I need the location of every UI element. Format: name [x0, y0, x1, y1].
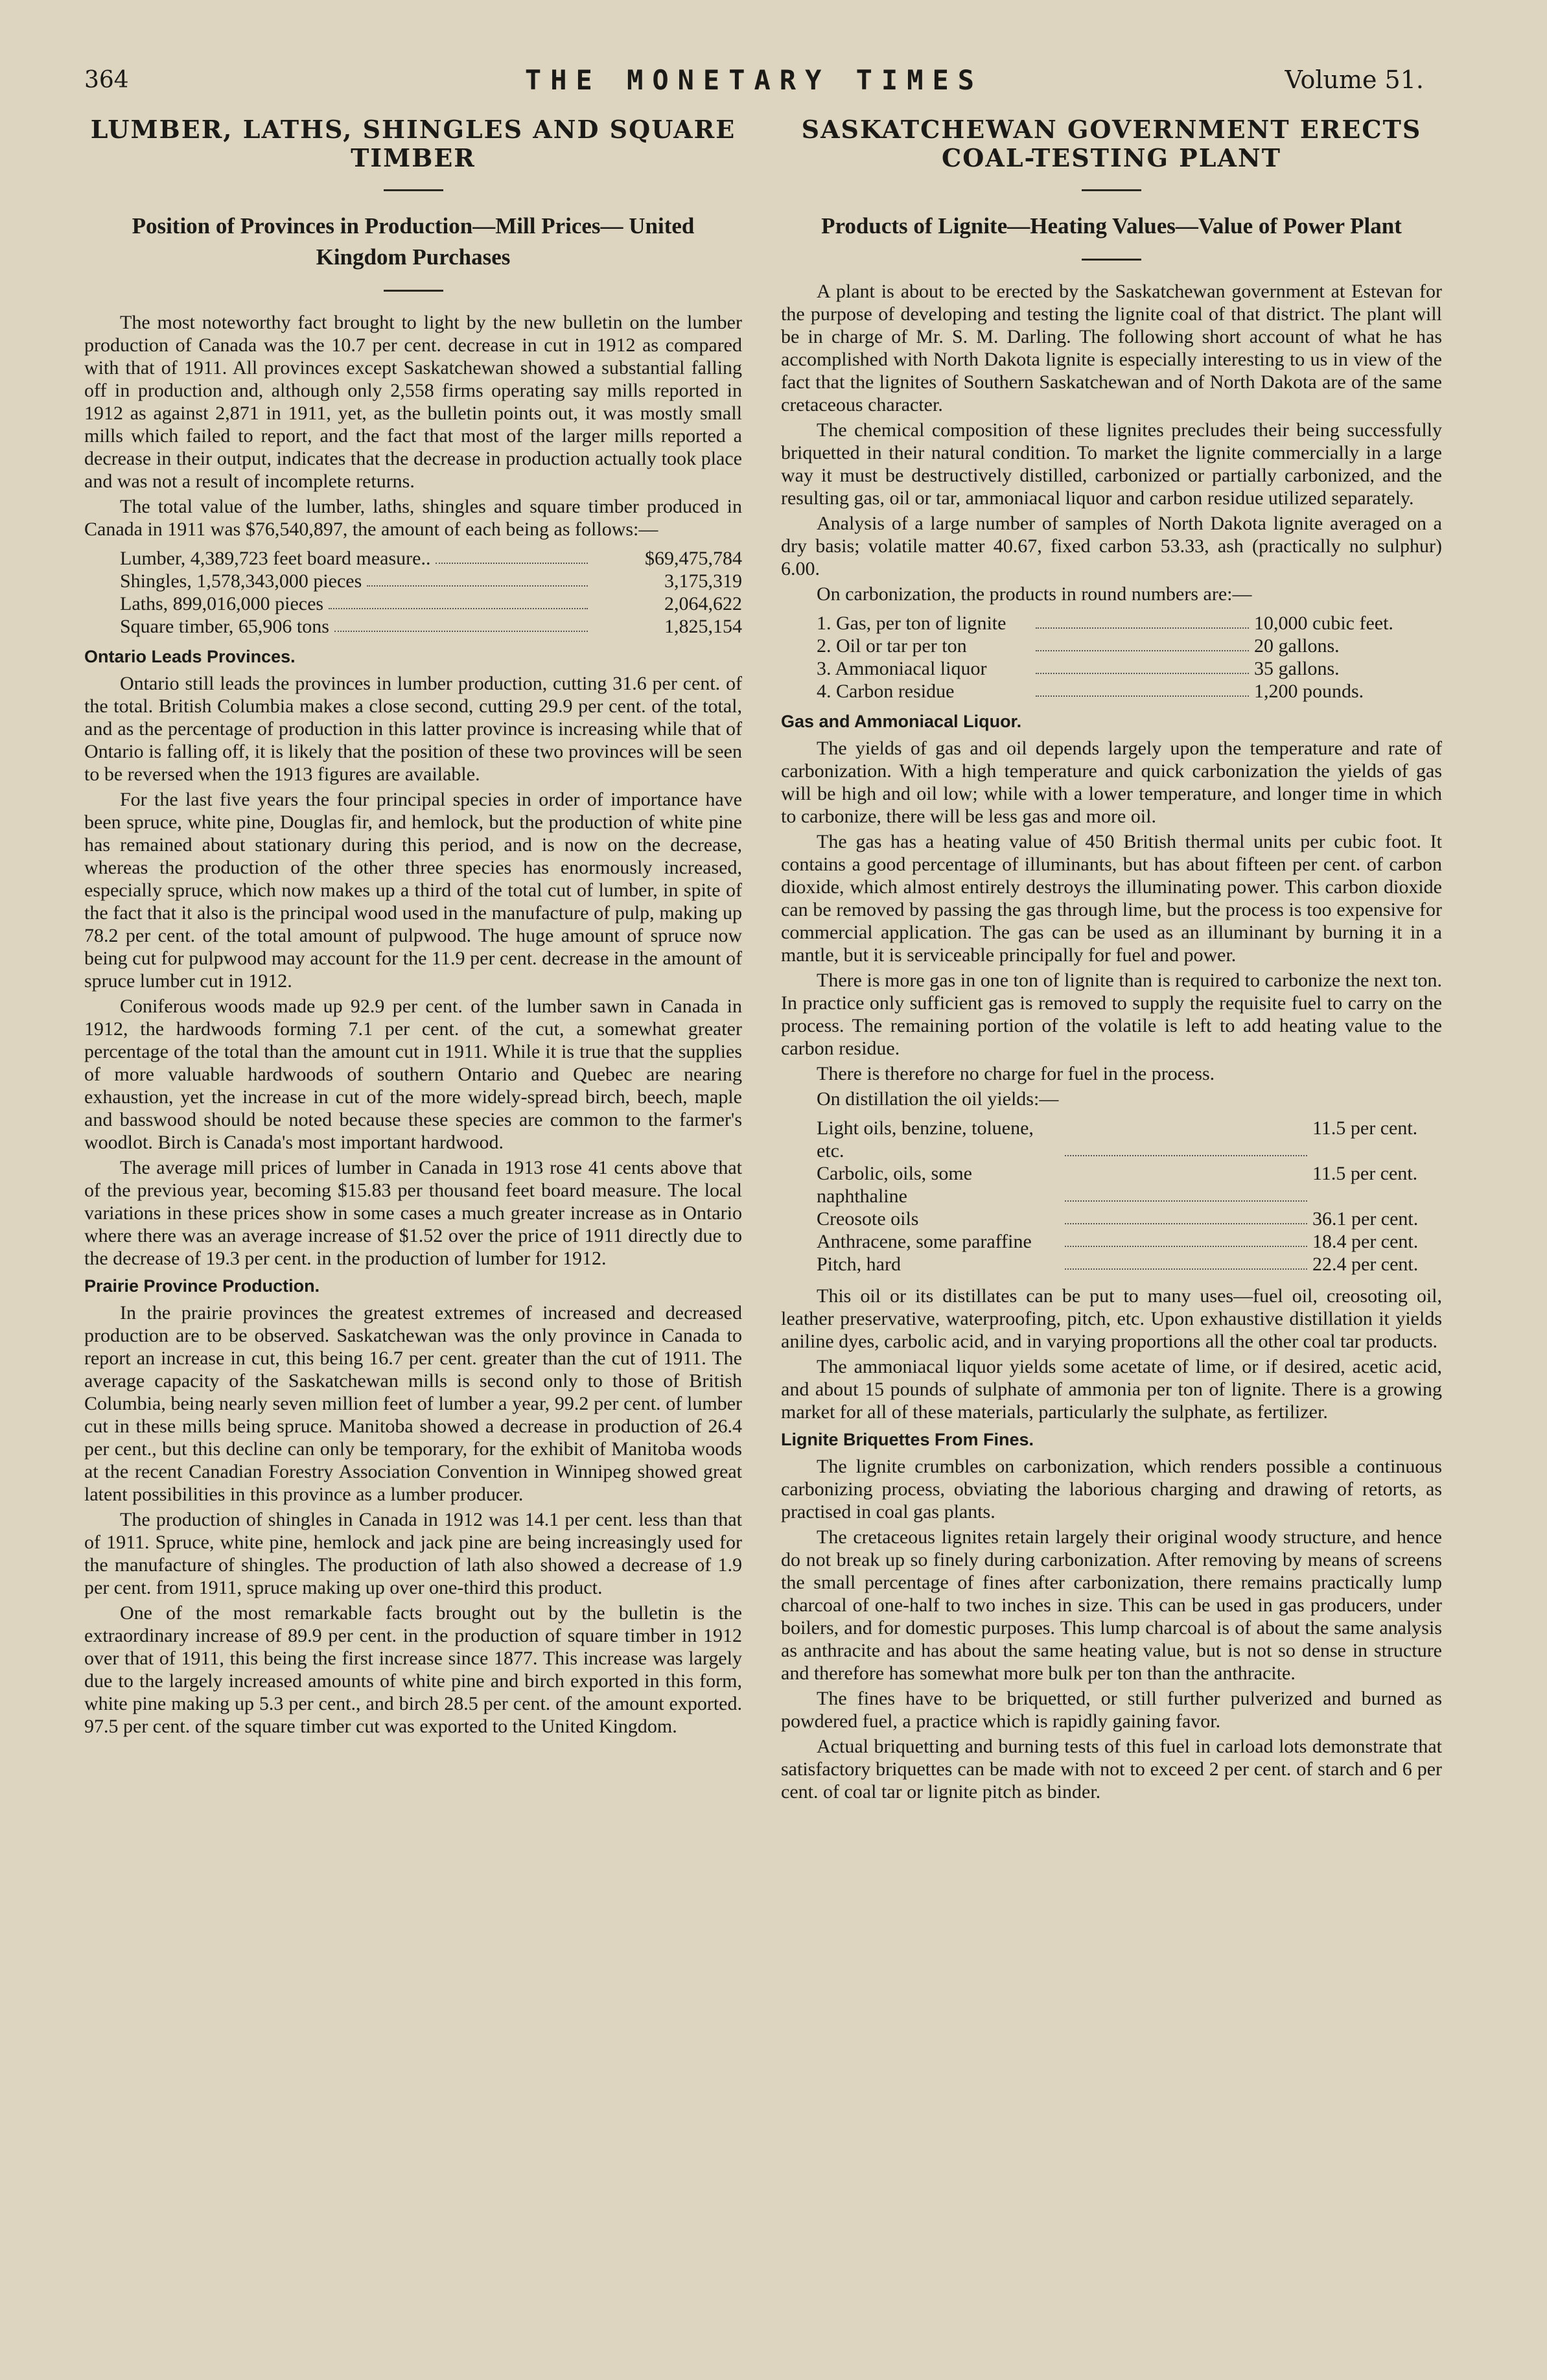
- row-label: 3. Ammoniacal liquor: [817, 658, 987, 679]
- table-row: [817, 612, 1442, 635]
- paragraph: There is therefore no charge for fuel in the process.: [817, 1063, 1215, 1084]
- paragraph: Coniferous woods made up 92.9 per cent. of the lumber sawn in Canada in 1912, the hardwoods forming 7.1 per cent. of the cut, a somewhat greater percentage of the total than the amount cut in 1911. While it is true that the supplies of more valuable hardwoods of southern Ontario and Quebec are nearing exhaustion, yet the increase in cut of the more widely-spread birch, beech, maple and basswood should be noted because these species are common to the farmer's woodlot. Birch is Canada's most important hardwood.: [84, 996, 742, 1153]
- row-label: 4. Carbon residue: [817, 681, 955, 702]
- row-label: Creosote oils: [817, 1208, 919, 1230]
- section-subhead: Gas and Ammoniacal Liquor.: [781, 712, 1022, 731]
- article-subheadline: Position of Provinces in Production—Mill Prices— United Kingdom Purchases: [132, 213, 695, 270]
- right-article: [781, 115, 1442, 1806]
- row-label: Laths, 899,016,000 pieces: [120, 593, 324, 614]
- paragraph: Actual briquetting and burning tests of this fuel in carload lots demonstrate that satisfactory briquettes can be made with not to exceed 2 per cent. of starch and 6 per cent. of coal tar or lignite pitch as binder.: [781, 1736, 1442, 1802]
- table-row: [120, 592, 742, 615]
- article-headline: SASKATCHEWAN GOVERNMENT ERECTS COAL-TESTING PLANT: [801, 115, 1422, 172]
- table-row: [120, 547, 742, 570]
- running-head: [84, 62, 1424, 107]
- row-label: Anthracene, some paraffine: [817, 1231, 1032, 1252]
- divider-rule: [384, 189, 443, 191]
- section-subhead: Ontario Leads Provinces.: [84, 647, 296, 666]
- paragraph: In the prairie provinces the greatest extremes of increased and decreased production are to be observed. Saskatchewan was the only province in Canada to report an increase in cut, this being 16.7 per cent. greater than the cut of 1911. The average capacity of the Saskatchewan mills is second only to those of British Columbia, being nearly seven million feet of lumber a year, 99.2 per cent. of lumber cut in these mills being spruce. Manitoba showed a decrease in production of 26.4 per cent., but this decline can only be temporary, for the exhibit of Manitoba woods at the recent Canadian Forestry Association Convention in Winnipeg showed great latent possibilities in this province as a lumber producer.: [84, 1302, 742, 1505]
- paragraph: For the last five years the four principal species in order of importance have been spruce, white pine, Douglas fir, and hemlock, but the production of white pine has remained about stationary during this period, and is now on the decrease, whereas the production of the other three species has enormously increased, especially spruce, which now makes up a third of the total cut of lumber, in spite of the fact that it also is the principal wood used in the manufacture of pulp, making up 78.2 per cent. of the total amount of pulpwood. The huge amount of spruce now being cut for pulpwood may account for the 11.9 per cent. decrease in the amount of spruce lumber cut in 1912.: [84, 789, 742, 992]
- row-value: 35 gallons.: [1254, 658, 1340, 679]
- paragraph: One of the most remarkable facts brought out by the bulletin is the extraordinary increase of 89.9 per cent. in the production of square timber in 1912 over that of 1911, this being the first increase since 1877. This increase was largely due to the largely increased amounts of white pine and birch exported in this form, white pine making up 5.3 per cent., and birch 28.5 per cent. of the amount exported. 97.5 per cent. of the square timber cut was exported to the United Kingdom.: [84, 1602, 742, 1737]
- row-value: 20 gallons.: [1254, 635, 1340, 657]
- row-value: 1,200 pounds.: [1254, 681, 1364, 702]
- paragraph: The chemical composition of these lignites precludes their being successfully briquetted in their natural condition. To market the lignite commercially in a large way it must be destructively distilled, carbonized or partially carbonized, and the resulting gas, oil or tar, ammoniacal liquor and carbon residue utilized separately.: [781, 419, 1442, 509]
- paragraph: The fines have to be briquetted, or still further pulverized and burned as powdered fuel, a practice which is rapidly gaining favor.: [781, 1688, 1442, 1732]
- table-row: [817, 1230, 1442, 1253]
- row-value: $69,475,784: [645, 548, 742, 569]
- volume-label: Volume 51.: [1285, 65, 1424, 94]
- divider-rule: [1082, 259, 1141, 261]
- paragraph: The most noteworthy fact brought to light by the new bulletin on the lumber production of Canada was the 10.7 per cent. decrease in cut in 1912 as compared with that of 1911. All provinces except Saskatchewan showed a substantial falling off in production and, although only 2,558 firms operating say mills reported in 1912 as against 2,871 in 1911, yet, as the bulletin points out, it was mostly small mills which failed to report, and the fact that most of the larger mills reported a decrease in their output, indicates that the decrease in production actually took place and was not a result of incomplete returns.: [84, 312, 742, 492]
- table-row: [817, 1162, 1442, 1208]
- paragraph: The production of shingles in Canada in 1912 was 14.1 per cent. less than that of 1911. Spruce, white pine, hemlock and jack pine are being increasingly used for the manufacture of shingles. The production of lath also showed a decrease of 1.9 per cent. from 1911, spruce making up over one-third this product.: [84, 1509, 742, 1598]
- table-row: [817, 1253, 1442, 1276]
- divider-rule: [384, 290, 443, 292]
- article-headline: LUMBER, LATHS, SHINGLES AND SQUARE TIMBER: [90, 115, 736, 172]
- row-value: 11.5 per cent.: [1312, 1117, 1418, 1139]
- row-value: 1,825,154: [664, 616, 742, 637]
- paragraph: The cretaceous lignites retain largely their original woody structure, and hence do not break up so finely during carbonization. After removing by means of screens the small percentage of fines after carbonization, there remains practically lump charcoal of one-half to two inches in size. This can be used in gas producers, under boilers, and for domestic purposes. This lump charcoal is of about the same analysis as anthracite and has about the same heating value, but is not so dense in structure and therefore has somewhat more bulk per ton than the anthracite.: [781, 1526, 1442, 1684]
- row-label: Lumber, 4,389,723 feet board measure..: [120, 548, 431, 569]
- row-label: 1. Gas, per ton of lignite: [817, 612, 1006, 634]
- products-table: [817, 612, 1442, 703]
- page-number: 364: [84, 67, 129, 93]
- section-subhead: Lignite Briquettes From Fines.: [781, 1430, 1034, 1449]
- paragraph: On distillation the oil yields:—: [817, 1088, 1059, 1110]
- paragraph: On carbonization, the products in round numbers are:—: [817, 583, 1252, 605]
- row-value: 10,000 cubic feet.: [1254, 612, 1393, 634]
- paragraph: The average mill prices of lumber in Canada in 1913 rose 41 cents above that of the previous year, becoming $15.83 per thousand feet board measure. The local variations in these prices show in some cases a much greater increase as in Ontario where there was an average increase of $1.52 over the price of 1911 directly due to the decrease of 19.3 per cent. in the production of lumber for 1912.: [84, 1157, 742, 1269]
- article-subheadline: Products of Lignite—Heating Values—Value of Power Plant: [821, 213, 1402, 239]
- paragraph: A plant is about to be erected by the Saskatchewan government at Estevan for the purpose of developing and testing the lignite coal of that district. The plant will be in charge of Mr. S. M. Darling. The following short account of what he has accomplished with North Dakota lignite is especially interesting to us in view of the fact that the lignites of Southern Saskatchewan and of North Dakota are of the same cretaceous character.: [781, 281, 1442, 415]
- paragraph: The yields of gas and oil depends largely upon the temperature and rate of carbonization. With a high temperature and quick carbonization the yields of gas will be high and oil low; while with a lower temperature, and longer time in which to carbonize, there will be less gas and more oil.: [781, 738, 1442, 827]
- row-value: 18.4 per cent.: [1312, 1231, 1419, 1252]
- paragraph: The total value of the lumber, laths, shingles and square timber produced in Canada in 1911 was $76,540,897, the amount of each being as follows:—: [84, 496, 742, 540]
- row-label: Shingles, 1,578,343,000 pieces: [120, 570, 362, 592]
- table-row: [817, 657, 1442, 680]
- table-row: [817, 635, 1442, 657]
- row-label: Pitch, hard: [817, 1254, 901, 1275]
- row-value: 3,175,319: [664, 570, 742, 592]
- oil-yields-table: [817, 1117, 1442, 1276]
- row-value: 2,064,622: [664, 593, 742, 614]
- table-row: [817, 1117, 1442, 1162]
- paragraph: Ontario still leads the provinces in lumber production, cutting 31.6 per cent. of the total. British Columbia makes a close second, cutting 29.9 per cent. of the total, and as the percentage of production in this latter province is increasing while that of Ontario is falling off, it is likely that the position of these two provinces will be seen to be reversed when the 1913 figures are available.: [84, 673, 742, 785]
- section-subhead: Prairie Province Production.: [84, 1276, 320, 1296]
- table-row: [817, 680, 1442, 703]
- row-label: Square timber, 65,906 tons: [120, 616, 329, 637]
- left-article: [84, 115, 742, 1740]
- row-label: Light oils, benzine, toluene, etc.: [817, 1117, 1034, 1161]
- table-row: [817, 1208, 1442, 1230]
- table-row: [120, 570, 742, 592]
- divider-rule: [1082, 189, 1141, 191]
- row-label: 2. Oil or tar per ton: [817, 635, 967, 657]
- lumber-value-table: [120, 547, 742, 638]
- paragraph: Analysis of a large number of samples of North Dakota lignite averaged on a dry basis; volatile matter 40.67, fixed carbon 53.33, ash (practically no sulphur) 6.00.: [781, 513, 1442, 579]
- row-value: 22.4 per cent.: [1312, 1254, 1419, 1275]
- paragraph: The ammoniacal liquor yields some acetate of lime, or if desired, acetic acid, and about 15 pounds of sulphate of ammonia per ton of lignite. There is a growing market for all of these materials, particularly the sulphate, as fertilizer.: [781, 1356, 1442, 1423]
- table-row: [120, 615, 742, 638]
- journal-title: THE MONETARY TIMES: [524, 64, 984, 96]
- row-value: 11.5 per cent.: [1312, 1163, 1418, 1184]
- row-value: 36.1 per cent.: [1312, 1208, 1419, 1230]
- paragraph: The lignite crumbles on carbonization, which renders possible a continuous carbonizing process, obviating the laborious charging and drawing of retorts, as practised in coal gas plants.: [781, 1456, 1442, 1522]
- row-label: Carbolic, oils, some naphthaline: [817, 1163, 972, 1207]
- paragraph: The gas has a heating value of 450 British thermal units per cubic foot. It contains a good percentage of illuminants, but has about fifteen per cent. of carbon dioxide, which almost entirely destroys the illuminating power. This carbon dioxide can be removed by passing the gas through lime, but the process is too expensive for commercial application. The gas can be used as an illuminant by burning it in a mantle, but it is serviceable principally for fuel and power.: [781, 831, 1442, 966]
- paragraph: This oil or its distillates can be put to many uses—fuel oil, creosoting oil, leather preservative, waterproofing, pitch, etc. Upon exhaustive distillation it yields aniline dyes, carbolic acid, and in varying proportions all the other coal tar products.: [781, 1285, 1442, 1352]
- paragraph: There is more gas in one ton of lignite than is required to carbonize the next ton. In practice only sufficient gas is removed to supply the requisite fuel to carry on the process. The remaining portion of the volatile is left to add heating value to the carbon residue.: [781, 970, 1442, 1059]
